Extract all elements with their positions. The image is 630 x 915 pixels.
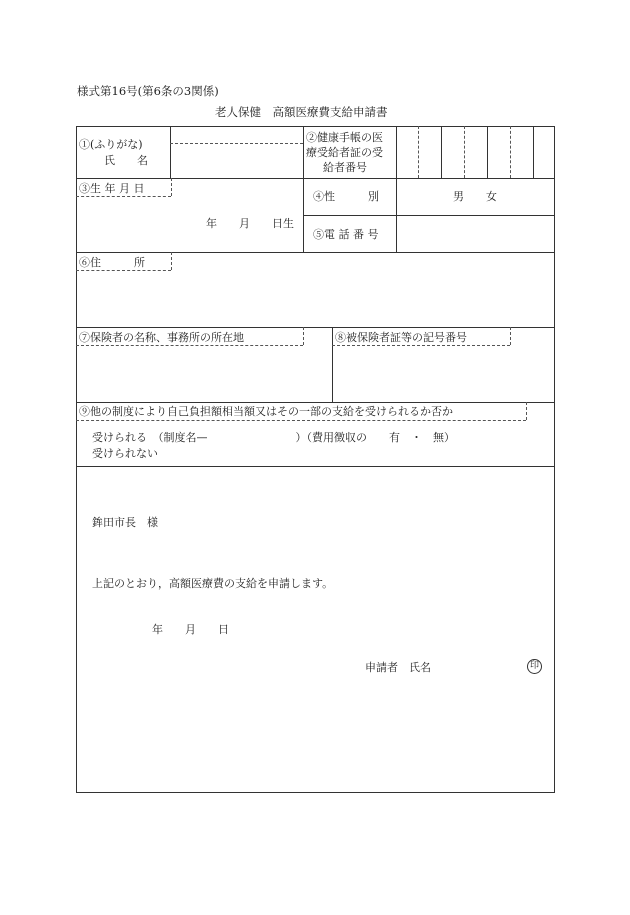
other-system-label: ⑨他の制度により自己負担額相当額又はその一部の支給を受けられるか否か xyxy=(79,405,453,418)
rule xyxy=(303,126,304,252)
statement: 上記のとおり，高額医療費の支給を申請します。 xyxy=(92,577,334,590)
insurer-label: ⑦保険者の名称、事務所の所在地 xyxy=(79,331,244,344)
insurance-number-label: 療受給者証の受 xyxy=(306,146,383,159)
label-dash xyxy=(171,178,172,196)
label-dash xyxy=(76,270,171,271)
rule xyxy=(76,466,555,467)
insured-card-label: ⑧被保険者証等の記号番号 xyxy=(335,331,467,344)
rule xyxy=(76,252,555,253)
insurance-number-label: ②健康手帳の医 xyxy=(306,131,383,144)
label-dash xyxy=(332,345,510,346)
phone-field[interactable] xyxy=(398,217,553,251)
furigana-dash xyxy=(170,143,303,144)
rule xyxy=(76,402,555,403)
label-dash xyxy=(526,402,527,420)
label-dash xyxy=(171,252,172,270)
label-dash xyxy=(76,345,303,346)
name-label: 氏 名 xyxy=(104,154,148,167)
form-title: 老人保健 高額医療費支給申請書 xyxy=(215,105,388,119)
insured-card-field[interactable] xyxy=(334,347,553,401)
rule xyxy=(396,126,397,252)
rule xyxy=(303,215,555,216)
phone-label: ⑤電 話 番 号 xyxy=(313,228,379,241)
rule xyxy=(170,126,171,178)
label-dash xyxy=(76,420,526,421)
address-label: ⑥住 所 xyxy=(79,256,145,269)
birthdate-field[interactable] xyxy=(78,198,302,250)
form-number: 様式第16号(第6条の3関係) xyxy=(77,84,219,98)
insurance-number-label: 給者番号 xyxy=(323,161,367,174)
sex-label: ④性 別 xyxy=(313,190,379,203)
rule xyxy=(332,327,333,402)
rule xyxy=(76,178,555,179)
label-dash xyxy=(76,196,171,197)
rule xyxy=(76,327,555,328)
applicant-label: 申請者 氏名 xyxy=(365,661,431,674)
not-receivable-option[interactable]: 受けられない xyxy=(92,447,158,460)
insurance-number-field[interactable] xyxy=(398,128,553,176)
sex-options[interactable]: 男 女 xyxy=(453,190,497,203)
furigana-label: ①(ふりがな) xyxy=(79,138,143,151)
address-field[interactable] xyxy=(78,272,553,326)
receivable-option[interactable]: 受けられる （制度名— ）（費用徴収の 有 ・ 無） xyxy=(92,431,455,444)
birthdate-label: ③生 年 月 日 xyxy=(79,182,145,195)
applicant-name-field[interactable] xyxy=(437,657,522,677)
seal-icon: 印 xyxy=(527,659,542,674)
label-dash xyxy=(303,327,304,345)
addressee: 鉾田市長 様 xyxy=(92,516,158,529)
name-field[interactable] xyxy=(172,146,302,176)
label-dash xyxy=(510,327,511,345)
insurer-field[interactable] xyxy=(78,347,331,401)
application-date: 年 月 日 xyxy=(152,623,229,636)
birthdate-format: 年 月 日生 xyxy=(206,217,294,230)
